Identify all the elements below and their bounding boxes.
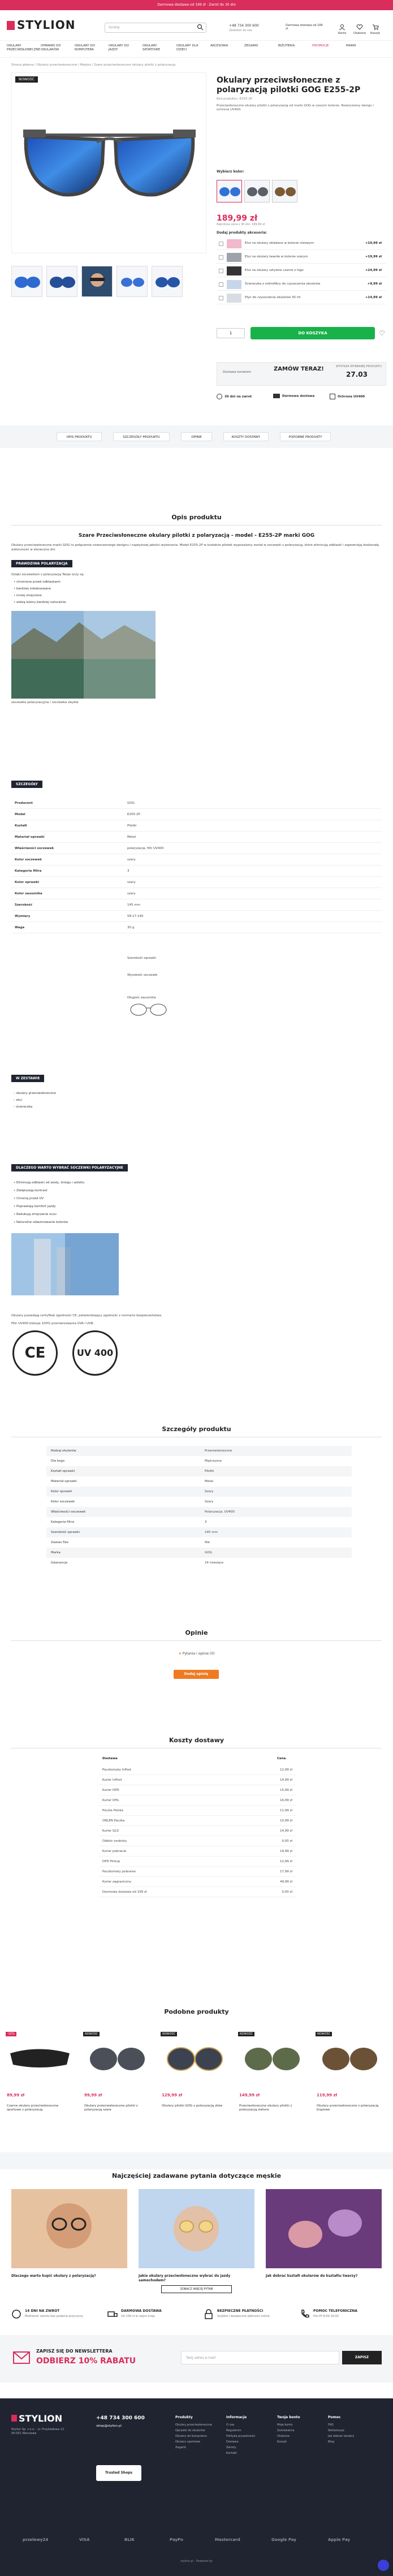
nav-item[interactable]: OKULARY DO KOMPUTERA xyxy=(75,44,95,51)
footer-link[interactable]: Zamówienia xyxy=(277,2429,295,2432)
product-card-image xyxy=(5,2031,75,2087)
reviews-empty: ★ Pytania i opinie (0) xyxy=(178,1652,215,1656)
site-footer xyxy=(0,2398,393,2576)
product-tabs xyxy=(0,425,393,448)
product-price: 189,99 zł xyxy=(217,214,258,223)
new-badge: NOWOŚĆ xyxy=(238,2032,254,2036)
payment-logo: PayPo xyxy=(170,2538,183,2542)
divider xyxy=(11,1640,382,1641)
nav-item[interactable]: AKCESORIA xyxy=(210,44,228,48)
benefit: DARMOWA DOSTAWA Od 199 zł w całym kraju xyxy=(107,2307,192,2329)
description-headline: Szare Przeciwsłoneczne okulary pilotki z polaryzacją - model - E255-2P marki GOG xyxy=(78,533,315,539)
tab-reviews[interactable]: OPINIE xyxy=(181,432,212,441)
truck-icon xyxy=(107,2309,118,2319)
tab-shipping[interactable]: KOSZTY DOSTAWY xyxy=(223,432,269,441)
mail-icon xyxy=(12,2349,31,2367)
shipping-col-price: Cena xyxy=(277,1757,286,1760)
newsletter-subtitle: ODBIERZ 10% RABATU xyxy=(36,2357,136,2366)
product-code: Kod produktu: E255-2P xyxy=(217,97,253,101)
table-row: Kategoria filtra 3 xyxy=(11,865,382,877)
promo-bar xyxy=(0,0,393,10)
table-row: Producent GOG xyxy=(11,798,382,809)
table-row: Kurier DPD 15,99 zł xyxy=(99,1785,297,1795)
copyright: stylion.pl · Powered by xyxy=(180,2560,213,2563)
return-icon xyxy=(217,394,222,399)
checkbox[interactable] xyxy=(219,255,223,260)
delivery-date: 27.03 xyxy=(346,371,368,378)
footer-link[interactable]: Okulary do komputera xyxy=(175,2435,207,2438)
accessory-image xyxy=(227,266,241,275)
return-icon xyxy=(11,2309,21,2319)
nav-item[interactable]: OKULARY DO JAZDY xyxy=(109,44,129,51)
table-row: Odbiór osobisty 0,00 zł xyxy=(99,1836,297,1846)
table-row: Paczkomaty InPost 12,99 zł xyxy=(99,1765,297,1775)
bullet: • Redukują zmęczenie oczu xyxy=(14,1213,57,1216)
bullet: • Zwiększają kontrast xyxy=(14,1189,47,1192)
reviews-section-title: Opinie xyxy=(185,1629,208,1636)
footer-link[interactable]: Okulary sportowe xyxy=(175,2440,200,2444)
product-card-price: 89,99 zł xyxy=(7,2093,25,2097)
bullet: • Eliminują odblaski od wody, śniegu i asfaltu xyxy=(14,1181,85,1184)
faq-image xyxy=(11,2189,127,2268)
checkbox[interactable] xyxy=(219,242,223,246)
tab-details[interactable]: SZCZEGÓŁY PRODUKTU xyxy=(113,432,170,441)
cart-icon xyxy=(372,24,379,31)
table-row: Rodzaj okularów Przeciwsłoneczne xyxy=(46,1446,352,1456)
description-section-title: Opis produktu xyxy=(171,514,222,521)
table-row: Kurier pobranie 19,99 zł xyxy=(99,1846,297,1856)
table-row: Kolor zausznika szary xyxy=(11,888,382,899)
footer-link[interactable]: Moje konto xyxy=(277,2423,293,2427)
product-card[interactable] xyxy=(314,2031,388,2144)
table-row: Model E255-2P xyxy=(11,809,382,820)
faq-question: Dlaczego warto kupić okulary z polaryzacją? xyxy=(11,2274,96,2278)
cart-button[interactable]: Koszyk xyxy=(370,24,380,35)
product-card-name: Okulary pilotki GOG z polaryzacją złote xyxy=(162,2104,223,2108)
perk-delivery: Darmowa dostawa xyxy=(273,394,327,410)
table-row: Materiał oprawki Metal xyxy=(51,1480,214,1483)
shipping-section-title: Koszty dostawy xyxy=(169,1737,224,1744)
newsletter-submit-button[interactable]: ZAPISZ xyxy=(342,2351,382,2364)
accessory-row[interactable]: Etui na okulary sztywne czarne z logo +24,99 zł xyxy=(217,265,386,277)
faq-bg xyxy=(0,2152,393,2169)
footer-link[interactable]: FAQ xyxy=(328,2423,334,2427)
product-card-image xyxy=(82,2031,153,2087)
product-card[interactable] xyxy=(159,2031,230,2144)
faq-question: Jakie okulary przeciwsłoneczne wybrać do jazdy samochodem? xyxy=(139,2274,231,2282)
description-intro: Okulary przeciwsłoneczne marki GOG to połączenie nowoczesnego designu i najwyższej jakości wykonania. Model E255-2P w kształcie pilotek wyposażony został w soczewki z polaryzacją, które eliminują odblaski i zapewniają doskonałą widoczność w słoneczne dni. xyxy=(11,544,379,552)
specs-section-title: Szczegóły produktu xyxy=(162,1425,231,1433)
delivery-sub: WYSYŁKA WYBRANEJ PRODUKTU xyxy=(336,365,382,368)
footer-col-title: Produkty xyxy=(175,2415,193,2419)
product-card-name: Okulary przeciwsłoneczne z polaryzacją brązowe xyxy=(317,2104,379,2112)
table-row: Szerokość 145 mm xyxy=(11,899,382,911)
accessories-label: Dodaj produkty akcesoria: xyxy=(217,231,267,235)
more-questions-button[interactable]: ZOBACZ WIĘCEJ PYTAŃ xyxy=(161,2285,232,2293)
thumbnail[interactable] xyxy=(152,266,183,297)
product-card[interactable] xyxy=(5,2031,75,2144)
product-main-image[interactable] xyxy=(11,72,206,253)
payment-logo: Mastercard xyxy=(215,2538,240,2542)
uv400-icon: UV 400 xyxy=(72,1330,118,1376)
footer-link[interactable]: O nas xyxy=(226,2423,235,2427)
footer-logo[interactable]: STYLION xyxy=(11,2413,62,2424)
table-row: Wymiary 58-17-140 xyxy=(11,911,382,922)
phone-icon xyxy=(300,2309,310,2319)
add-review-button[interactable]: Dodaj opinię xyxy=(174,1670,219,1679)
accessory-image xyxy=(227,253,241,262)
thumbnail[interactable] xyxy=(81,266,113,297)
payment-logo: Google Pay xyxy=(271,2538,296,2542)
checkbox[interactable] xyxy=(219,269,223,273)
product-card-price: 99,99 zł xyxy=(84,2093,102,2097)
newsletter-email-input[interactable]: Twój adres e-mail xyxy=(181,2351,339,2364)
wishlist-heart-icon[interactable]: ♡ xyxy=(379,329,385,337)
table-row: Kształt oprawki Pilotki xyxy=(46,1466,352,1476)
bullet: • Poprawiają komfort jazdy xyxy=(14,1205,56,1208)
logo-mark-icon xyxy=(7,21,15,30)
bullet: – etui xyxy=(14,1099,23,1102)
contact-label: Zadzwoń do nas xyxy=(229,29,252,32)
bullet: • widzą kolory bardziej naturalnie xyxy=(14,601,66,604)
newsletter xyxy=(0,2335,393,2383)
checkbox[interactable] xyxy=(219,282,223,287)
thumbnail[interactable] xyxy=(116,266,148,297)
why-badge: DLACZEGO WARTO WYBRAĆ SOCZEWKI POLARYZACYJNE xyxy=(11,1164,128,1171)
table-row: Kurier InPost 14,99 zł xyxy=(99,1775,297,1785)
chat-icon[interactable] xyxy=(378,2560,389,2571)
polarization-intro: Dzięki soczewkom z polaryzacją Twoje oczy są: xyxy=(11,573,85,576)
product-short-desc: Przeciwsłoneczne okulary pilotki z polaryzacją od marki GOG w szarym kolorze. Nowoczesny design i ochrona UV400. xyxy=(217,104,374,111)
checkbox[interactable] xyxy=(219,296,223,300)
nav-item[interactable]: OPRAWKI DO OKULARÓW xyxy=(41,44,61,51)
main-nav xyxy=(0,41,393,58)
table-row: Kolor soczewek szary xyxy=(11,854,382,865)
product-card-image xyxy=(237,2031,308,2087)
footer-link[interactable]: Okulary przeciwsłoneczne xyxy=(175,2423,213,2427)
faq-question: Jak dobrać kształt okularów do kształtu twarzy? xyxy=(266,2274,358,2278)
lock-icon xyxy=(204,2309,214,2319)
payment-methods xyxy=(0,2533,393,2549)
table-row: Kategoria filtra 3 xyxy=(51,1520,207,1524)
footer-link[interactable]: Oprawki do okularów xyxy=(175,2429,205,2432)
footer-link[interactable]: Jak dobrać okulary xyxy=(328,2435,355,2438)
accessory-row[interactable]: Etui na okulary składane w kolorze różowym +19,99 zł xyxy=(217,238,386,250)
details-table xyxy=(11,798,382,933)
new-badge: NOWOŚĆ xyxy=(15,76,38,83)
heart-icon xyxy=(356,24,363,31)
table-row: Gwarancja 24 miesiące xyxy=(51,1561,224,1565)
accessory-row[interactable]: Płyn do czyszczenia okularów 30 ml +14,99 zł xyxy=(217,292,386,304)
faq-card[interactable] xyxy=(266,2189,382,2291)
faq-image xyxy=(266,2189,382,2268)
similar-section-title: Podobne produkty xyxy=(164,2008,229,2015)
product-card-image xyxy=(314,2031,385,2087)
aviator-glasses-image xyxy=(12,73,207,254)
ce-mark-icon: CE xyxy=(12,1330,58,1376)
product-card-price: 129,99 zł xyxy=(162,2093,183,2097)
product-card-image xyxy=(159,2031,230,2087)
footer-col-title: Pomoc xyxy=(328,2415,341,2419)
table-row: DPD Pickup 12,99 zł xyxy=(99,1856,297,1867)
newsletter-title: ZAPISZ SIĘ DO NEWSLETTERA xyxy=(36,2349,113,2354)
accessory-image xyxy=(227,280,241,289)
cert-text: Okulary posiadają certyfikat zgodności CE, potwierdzający zgodność z normami bezpieczeństwa. xyxy=(11,1314,162,1317)
delivery-note: Dostawa kurierem xyxy=(223,371,252,374)
perk-returns: 30 dni na zwrot xyxy=(217,394,270,410)
bullet: – ściereczka xyxy=(14,1105,33,1109)
footer-link[interactable]: Ulubione xyxy=(277,2435,290,2438)
sizing-note: Długość zausznika xyxy=(127,996,156,1000)
payment-logo: Apple Pay xyxy=(328,2538,351,2542)
delivery-box xyxy=(217,362,386,386)
cert-text: Filtr UV400 blokuje 100% promieniowania UVA i UVB. xyxy=(11,1322,94,1325)
quantity-stepper[interactable]: 1 xyxy=(217,328,245,338)
product-card[interactable] xyxy=(82,2031,153,2144)
table-row: Kształt Pilotki xyxy=(11,820,382,832)
table-row: Marka GOG xyxy=(46,1548,352,1558)
wishlist-button[interactable]: Ulubione xyxy=(353,24,366,35)
table-row: Zawias flex Nie xyxy=(51,1541,210,1544)
color-variant[interactable] xyxy=(272,180,297,203)
new-badge: NOWOŚĆ xyxy=(161,2032,177,2036)
table-row: Kurier DHL 16,99 zł xyxy=(99,1795,297,1806)
perks-row xyxy=(217,394,386,411)
shield-icon xyxy=(330,394,335,399)
accessory-image xyxy=(227,294,241,303)
sizing-note: Szerokość oprawki xyxy=(127,957,156,960)
table-row: Kolor soczewek Szary xyxy=(51,1500,214,1504)
account-button[interactable]: Konto xyxy=(338,24,346,35)
perk-uv: Ochrona UV400 xyxy=(330,394,383,410)
search-icon[interactable] xyxy=(197,24,204,31)
table-row: Kolor oprawki Szary xyxy=(46,1487,352,1497)
contact-phone[interactable]: +48 734 300 600 xyxy=(229,24,259,28)
accessory-image xyxy=(227,239,241,248)
table-row: Darmowa dostawa od 199 zł 0,00 zł xyxy=(99,1887,297,1897)
footer-link[interactable]: Dostawa xyxy=(226,2440,239,2444)
faq-section-title: Najczęściej zadawane pytania dotyczące męskie xyxy=(111,2172,282,2179)
thumbnail[interactable] xyxy=(46,266,77,297)
nav-item[interactable]: MARKI xyxy=(346,44,356,48)
promo-text: Darmowa dostawa od 199 zł · Zwrot do 30 dni xyxy=(157,3,236,7)
bullet: • bardziej zrelaksowane xyxy=(14,587,51,591)
product-card[interactable] xyxy=(237,2031,308,2144)
color-label: Wybierz kolor: xyxy=(217,170,244,174)
faq-card[interactable] xyxy=(139,2189,254,2291)
footer-col-title: Informacje xyxy=(226,2415,247,2419)
table-row: Kurier zagraniczny 49,99 zł xyxy=(99,1877,297,1887)
product-card-price: 119,99 zł xyxy=(317,2093,338,2097)
bullet: – okulary przeciwsłoneczne xyxy=(14,1092,57,1095)
product-card-name: Okulary przeciwsłoneczne pilotki z polaryzacją szare xyxy=(84,2104,138,2112)
delivery-info: Darmowa dostawa od 199 zł xyxy=(286,24,323,31)
bullet: • Chronią przed UV xyxy=(14,1197,44,1200)
product-card-name: Czarne okulary przeciwsłoneczne sportowe z polaryzacją xyxy=(7,2104,59,2112)
shipping-col-method: Dostawa xyxy=(102,1757,118,1760)
set-badge: W ZESTAWIE xyxy=(11,1075,44,1082)
bullet: • chronione przed odblaskami xyxy=(14,580,61,584)
thumbnail[interactable] xyxy=(11,266,42,297)
table-row: Kurier GLS 14,99 zł xyxy=(99,1826,297,1836)
breadcrumb[interactable]: Strona główna / Okulary przeciwsłoneczne / Męskie / Szare przeciwsłoneczne okulary pilotki z polaryzacją xyxy=(11,63,176,67)
footer-address: Stylion Sp. z o.o. · ul. Przykładowa 12 · 00-001 Warszawa xyxy=(11,2428,66,2435)
polarization-caption: soczewka polaryzacyjna / soczewka zwykła xyxy=(11,701,79,704)
color-variant[interactable] xyxy=(217,180,242,203)
faq-card[interactable] xyxy=(11,2189,127,2291)
table-row: Waga 30 g xyxy=(11,922,382,933)
nav-item[interactable]: BIŻUTERIA xyxy=(278,44,295,48)
table-row: Szerokość oprawki 145 mm xyxy=(46,1527,352,1537)
bullet: • mniej zmęczone xyxy=(14,594,42,597)
nav-item[interactable]: PROMOCJE xyxy=(312,44,329,48)
tab-similar[interactable]: PODOBNE PRODUKTY xyxy=(280,432,331,441)
footer-link[interactable]: Blog xyxy=(328,2440,335,2444)
color-variant[interactable] xyxy=(244,180,270,203)
table-row: Dla kogo Mężczyzna xyxy=(51,1459,222,1463)
footer-link[interactable]: Koszyk xyxy=(277,2440,287,2444)
table-row: Poczta Polska 11,99 zł xyxy=(99,1806,297,1816)
thumbnail-strip xyxy=(11,266,206,300)
order-now-title: ZAMÓW TERAZ! xyxy=(274,366,324,372)
sizing-note: Wysokość soczewki xyxy=(127,973,158,977)
new-badge: NOWOŚĆ xyxy=(83,2032,100,2036)
details-badge: SZCZEGÓŁY xyxy=(11,781,42,788)
user-icon xyxy=(339,24,346,31)
table-row: Paczkomaty pobranie 17,99 zł xyxy=(99,1867,297,1877)
footer-link[interactable]: Reklamacje xyxy=(328,2429,344,2432)
tab-description[interactable]: OPIS PRODUKTU xyxy=(57,432,102,441)
add-to-cart-button[interactable]: DO KOSZYKA xyxy=(251,327,375,339)
price-note: Najniższa cena z 30 dni: 189,99 zł xyxy=(217,223,265,226)
bullet: • Naturalne odwzorowanie kolorów xyxy=(14,1221,68,1224)
table-row: ORLEN Paczka 10,99 zł xyxy=(99,1816,297,1826)
table-row: Właściwości soczewek polaryzacja, filtr UV400 xyxy=(11,843,382,854)
accessory-row[interactable]: Etui na okulary twarde w kolorze szarym +19,99 zł xyxy=(217,251,386,264)
polarization-badge: PRAWDZIWA POLARYZACJA xyxy=(11,560,72,567)
table-row: Materiał oprawki Metal xyxy=(11,832,382,843)
nav-item[interactable]: OKULARY SPORTOWE xyxy=(142,44,161,51)
payment-logo: BLIK xyxy=(124,2538,135,2542)
nav-item[interactable]: OKULARY PRZECIWSŁONECZNE xyxy=(7,44,40,51)
discount-badge: -15% xyxy=(6,2032,16,2036)
polarization-comparison-image xyxy=(11,611,156,699)
accessory-row[interactable]: Ściereczka z mikrofibry do czyszczenia okularów +9,99 zł xyxy=(217,278,386,291)
footer-email[interactable]: sklep@stylion.pl xyxy=(96,2424,122,2428)
table-row: Kolor oprawki szary xyxy=(11,877,382,888)
new-badge: NOWOŚĆ xyxy=(316,2032,332,2036)
truck-icon xyxy=(273,394,280,398)
benefit: 14 DNI NA ZWROT Możliwość zwrotu bez podania przyczyny xyxy=(11,2307,96,2329)
footer-link[interactable]: Zwroty xyxy=(226,2446,236,2449)
trusted-shops-badge[interactable]: Trusted Shops xyxy=(96,2465,141,2481)
payment-logo: przelewy24 xyxy=(23,2538,49,2542)
nav-item[interactable]: ZEGARKI xyxy=(244,44,258,48)
table-row: Właściwości soczewek Polaryzacja, UV400 xyxy=(46,1507,352,1517)
footer-col-title: Twoje konto xyxy=(277,2415,300,2419)
product-card-price: 149,99 zł xyxy=(239,2093,260,2097)
footer-phone[interactable]: +48 734 300 600 xyxy=(96,2415,145,2421)
search-input[interactable]: Szukaj xyxy=(105,23,206,33)
sizing-diagram xyxy=(127,1001,172,1018)
footer-link[interactable]: Kontakt xyxy=(226,2452,237,2455)
benefit: BEZPIECZNE PŁATNOŚCI Szybkie i bezpieczne płatności online xyxy=(204,2307,288,2329)
faq-image xyxy=(139,2189,254,2268)
footer-link[interactable]: Polityka prywatności xyxy=(226,2435,256,2438)
benefit: POMOC TELEFONICZNA Pon-Pt 8:00-16:00 xyxy=(300,2307,385,2329)
footer-link[interactable]: Zegarki xyxy=(175,2446,187,2449)
product-title: Okulary przeciwsłoneczne z polaryzacją pilotki GOG E255-2P xyxy=(217,76,361,94)
logo-mark-icon xyxy=(11,2415,17,2422)
logo[interactable]: STYLION xyxy=(7,18,75,32)
product-card-name: Przeciwsłoneczne okulary pilotki z polaryzacją zielone xyxy=(239,2104,292,2112)
nav-item[interactable]: OKULARY DLA DZIECI xyxy=(176,44,198,51)
footer-link[interactable]: Regulamin xyxy=(226,2429,241,2432)
payment-logo: VISA xyxy=(79,2538,90,2542)
polarization-effect-image xyxy=(11,1233,119,1295)
site-header xyxy=(0,10,393,41)
